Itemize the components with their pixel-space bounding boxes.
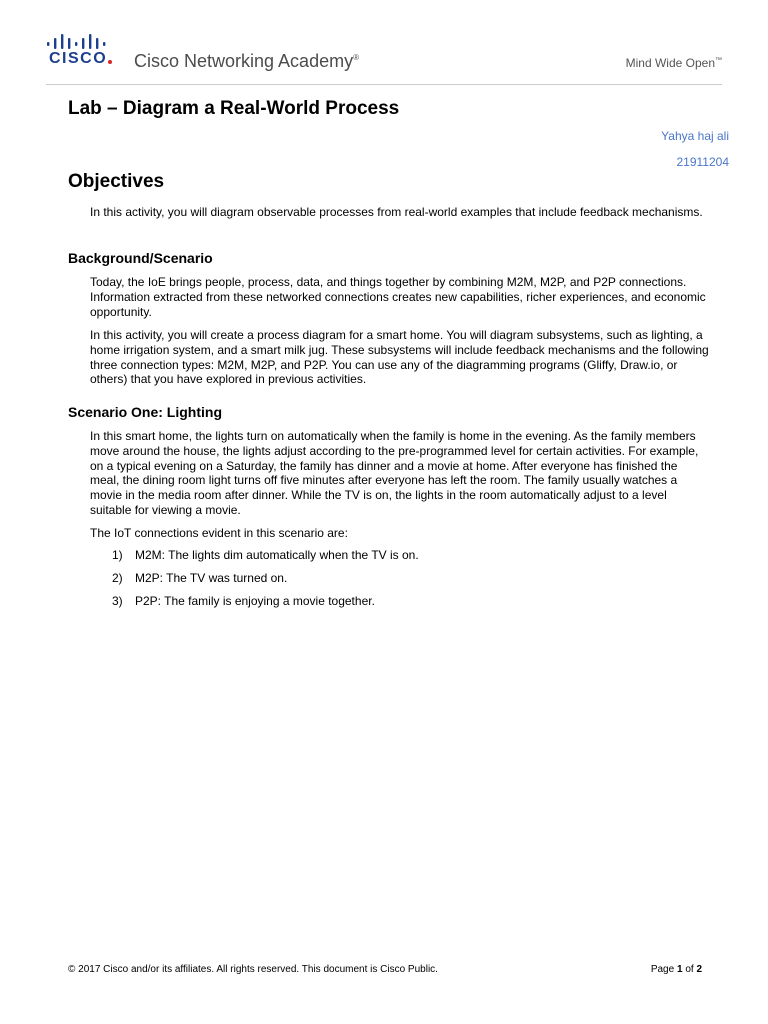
student-id: 21911204 [676, 155, 729, 169]
scenario-one-paragraph: In this smart home, the lights turn on automatically when the family is home in the evening. As the family members move around the house, the lights adjust according to the pre-programmed level for certain activities. For example, on a typical evening on a Saturday, the family has dinner and a movie at home. After everyone has finished the meal, the dining room light turns off five minutes after everyone has left the room. The family usually watches a movie in the media room after dinner. While the TV is on, the lights in the room automatically adjust to a level suitable for viewing a movie. [90, 429, 699, 517]
document-title: Lab – Diagram a Real-World Process [68, 98, 400, 119]
scenario-one-heading: Scenario One: Lighting [68, 404, 223, 420]
academy-name: Cisco Networking Academy® [134, 51, 359, 71]
list-item-text: M2M: The lights dim automatically when the TV is on. [135, 548, 419, 562]
list-item-text: P2P: The family is enjoying a movie together. [135, 594, 375, 608]
page-current: 1 [676, 964, 683, 975]
author-name: Yahya haj ali [661, 129, 729, 143]
logo-red-dot [108, 60, 112, 64]
header-divider [46, 84, 722, 85]
page-header [0, 0, 768, 84]
cisco-logo-text: CISCO [49, 50, 108, 67]
registered-mark: ® [353, 53, 359, 62]
trademark-mark: ™ [715, 57, 722, 64]
background-paragraph-2: In this activity, you will create a process diagram for a smart home. You will diagram subsystems, such as lighting, a home irrigation system, and a smart milk jug. These subsystems will include feedback mechanisms and the following three connection types: M2M, M2P, and P2P. You can use any of the diagramming programs (Gliffy, Draw.io, or others) that you have explored in previous activities. [90, 328, 709, 387]
list-item-number: 1) [112, 548, 123, 562]
tagline: Mind Wide Open™ [625, 56, 722, 70]
list-intro: The IoT connections evident in this scenario are: [90, 526, 348, 540]
objectives-text: In this activity, you will diagram observable processes from real-world examples that include feedback mechanisms. [90, 205, 703, 219]
list-item-number: 2) [112, 571, 123, 585]
page-total: 2 [696, 964, 702, 975]
copyright-notice: © 2017 Cisco and/or its affiliates. All rights reserved. This document is Cisco Public. [68, 964, 438, 975]
list-item-number: 3) [112, 594, 123, 608]
background-paragraph-1: Today, the IoE brings people, process, data, and things together by combining M2M, M2P, and P2P connections. Information extracted from these networked connections creates new capabilities, richer experiences, and economic opportunity. [90, 275, 706, 319]
page-indicator: Page 1 of 2 [650, 964, 702, 975]
background-heading: Background/Scenario [68, 250, 213, 266]
list-item-text: M2P: The TV was turned on. [135, 571, 288, 585]
objectives-heading: Objectives [68, 171, 165, 192]
cisco-logo-bars-icon [46, 32, 112, 49]
